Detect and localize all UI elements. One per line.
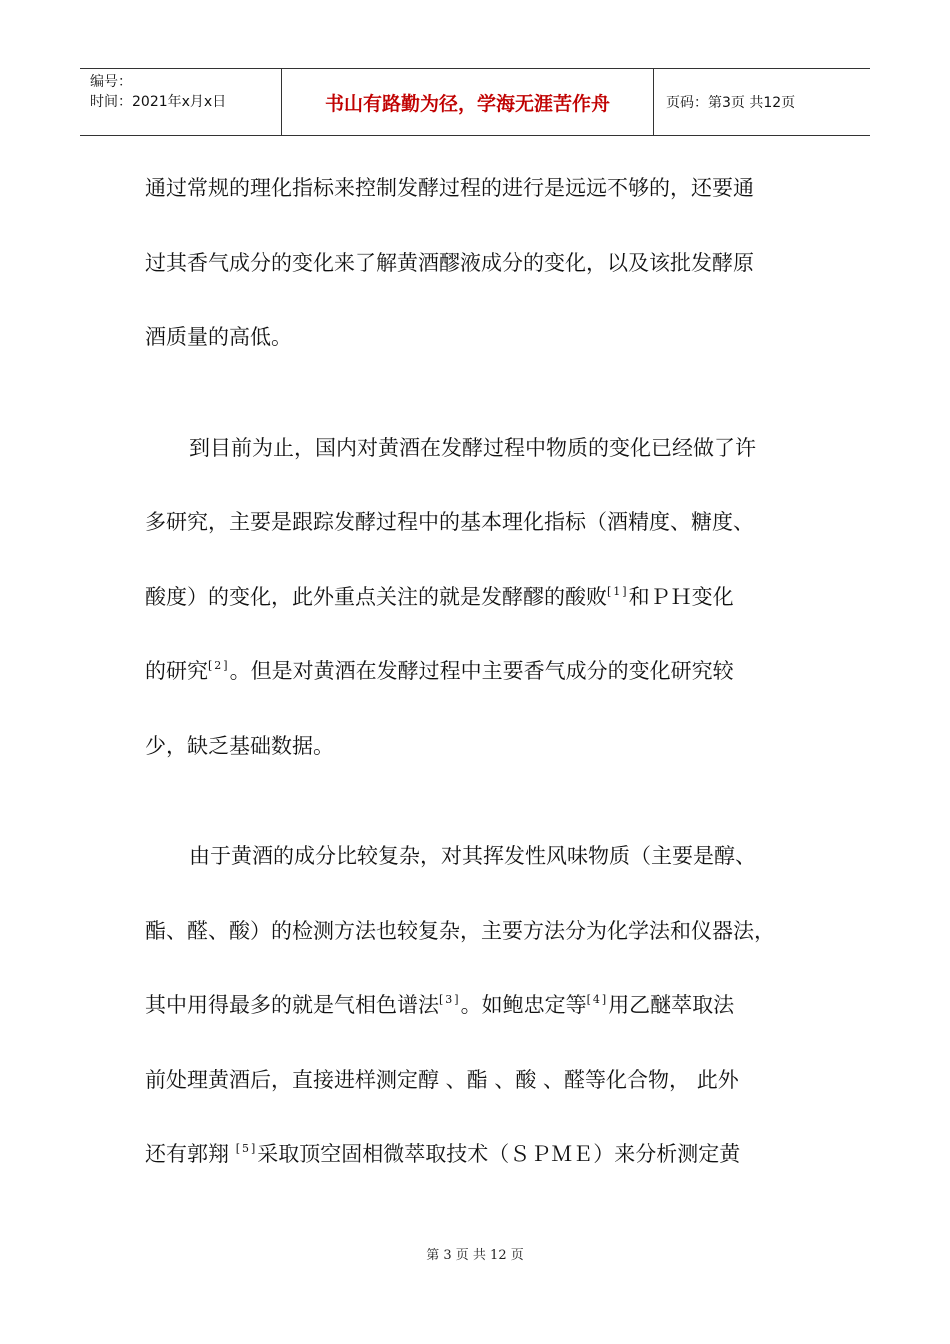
text-line [145, 977, 805, 1052]
page-footer: 第 3 页 共 12 页 [426, 1248, 524, 1263]
text-line: 少，缺乏基础数据。 [145, 733, 334, 758]
text-line: 多研究，主要是跟踪发酵过程中的基本理化指标（酒精度、糖度、 [145, 510, 754, 534]
paragraph-3 [145, 828, 805, 1201]
citation-ref-5[interactable]: [5] [235, 1142, 258, 1155]
page-header [80, 68, 870, 136]
citation-ref-3[interactable]: [3] [439, 993, 461, 1006]
citation-ref-1[interactable]: [1] [607, 584, 629, 598]
text-line [145, 1126, 805, 1201]
header-page-info: 页码：第3页 共12页 [666, 95, 796, 111]
paragraph-2 [145, 420, 805, 793]
paragraph-spacer [145, 792, 805, 828]
document-time-label: 时间：2021年x月x日 [90, 94, 227, 110]
text-segment: 。但是对黄酒在发酵过程中主要香气成分的变化研究较 [229, 659, 734, 683]
text-segment: 用乙醚萃取法 [608, 993, 735, 1017]
text-line: 酒质量的高低。 [145, 325, 292, 349]
document-body [145, 160, 805, 1201]
text-line [145, 569, 805, 644]
header-meta [80, 69, 282, 135]
text-line: 通过常规的理化指标来控制发酵过程的进行是远远不够的，还要通 [145, 176, 754, 200]
text-line: 前处理黄酒后，直接进样测定醇 、酯 、酸 、醛等化合物， 此外 [145, 1067, 739, 1092]
text-line [145, 643, 805, 718]
text-line: 酯、醛、酸）的检测方法也较复杂，主要方法分为化学法和仪器法， [145, 918, 775, 943]
text-segment: 的研究 [145, 659, 208, 683]
text-line: 过其香气成分的变化来了解黄酒醪液成分的变化，以及该批发酵原 [145, 250, 754, 275]
document-number-label: 编号： [90, 74, 132, 90]
text-segment: 采取顶空固相微萃取技术（ＳＰＭＥ）来分析测定黄 [257, 1142, 741, 1166]
text-segment: 酸度）的变化，此外重点关注的就是发酵醪的酸败 [145, 584, 607, 609]
text-segment: 其中用得最多的就是气相色谱法 [145, 993, 439, 1017]
paragraph-spacer [145, 384, 805, 420]
text-segment: 和ＰＨ变化 [628, 584, 734, 609]
text-segment: 还有郭翔 [145, 1142, 236, 1166]
header-motto: 书山有路勤为径，学海无涯苦作舟 [282, 69, 654, 135]
text-segment: 。如鲍忠定等 [460, 993, 587, 1017]
text-line: 由于黄酒的成分比较复杂，对其挥发性风味物质（主要是醇、 [189, 844, 756, 868]
citation-ref-2[interactable]: [2] [208, 659, 230, 672]
paragraph-1 [145, 160, 805, 384]
text-line: 到目前为止，国内对黄酒在发酵过程中物质的变化已经做了许 [189, 435, 756, 460]
citation-ref-4[interactable]: [4] [586, 993, 609, 1006]
